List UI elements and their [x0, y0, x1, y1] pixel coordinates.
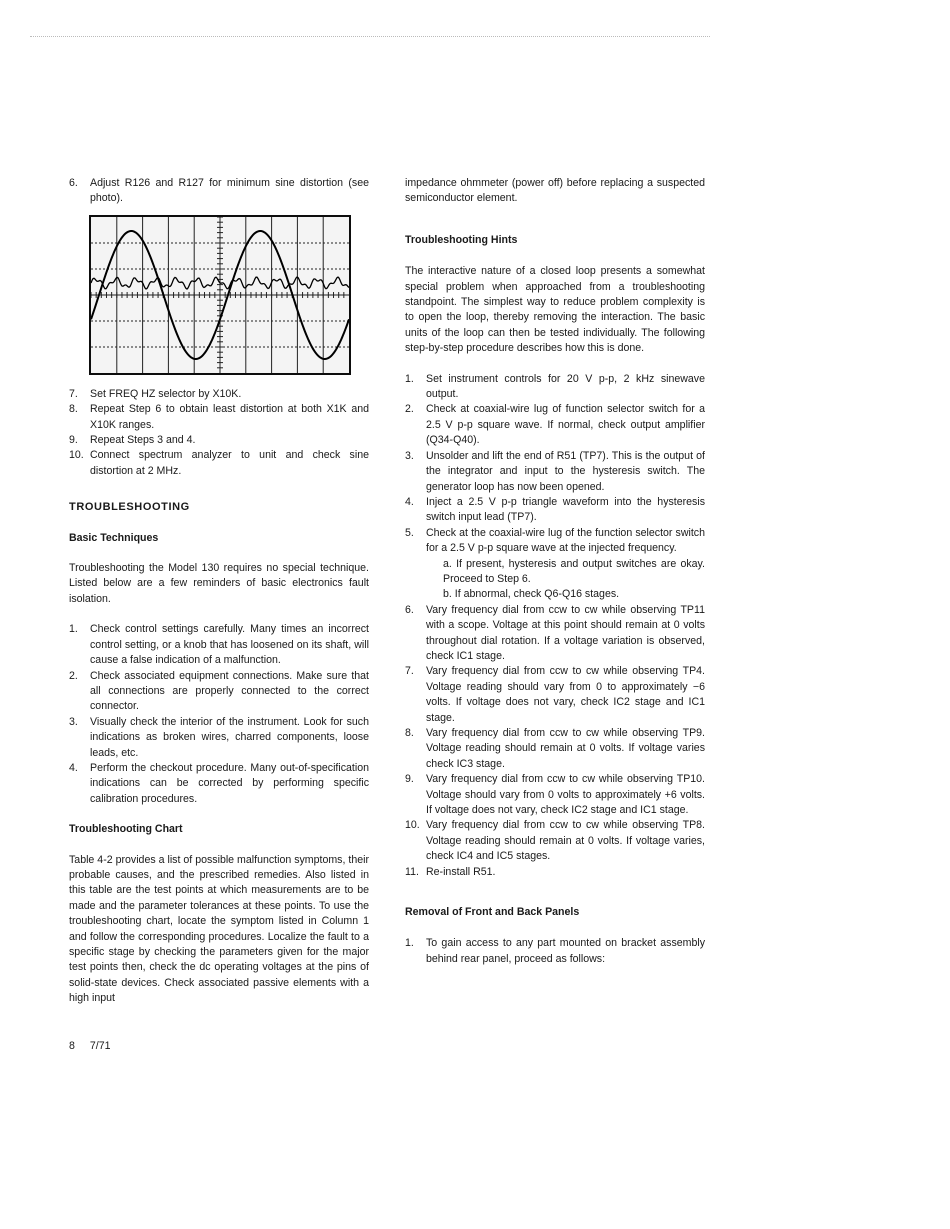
list-item: 6. Vary frequency dial from ccw to cw while observing TP11 with a scope. Voltage at this point should remain at 0 volts throughout dial rotation. If a voltage variation is observed, check IC1 stage.: [405, 603, 705, 662]
step5-sublist: [426, 557, 705, 603]
list-item: 8. Vary frequency dial from ccw to cw while observing TP9. Voltage reading should remain at 0 volts. If voltage varies check IC3 stage.: [405, 727, 705, 770]
list-item: 8. Repeat Step 6 to obtain least distortion at both X1K and X10K ranges.: [69, 403, 369, 431]
scan-artifact: [30, 36, 710, 39]
right-column: [405, 176, 705, 967]
list-item: 9. Vary frequency dial from ccw to cw while observing TP10. Voltage should vary from 0 volts to approximately +6 volts. If voltage does not vary, check IC2 stage and IC1 stage.: [405, 773, 705, 817]
left-column: [69, 176, 369, 1007]
list-item: 11. Re-install R51.: [405, 865, 496, 878]
troubleshooting-chart-text: Table 4-2 provides a list of possible malfunction symptoms, their probable causes, and the prescribed remedies. Also listed in this table are the test points at which measurements are to be made and the parameter tolerances at these points. To use the troubleshooting chart, locate the symptom listed in Column 1 and follow the corresponding procedures. Localize the fault to a specific stage by checking the parameters given for the major test points then, check the dc operating voltages at the pins of solid-state devices. Check associated passive elements with a high input: [69, 853, 369, 1005]
list-item: 9. Repeat Steps 3 and 4.: [69, 434, 196, 447]
troubleshooting-chart-heading: Troubleshooting Chart: [69, 823, 183, 836]
list-item: 1. Check control settings carefully. Many times an incorrect control setting, or a knob that has loosened on its shaft, will cause a false indication of a malfunction.: [69, 623, 369, 667]
panels-removal-list: [405, 936, 705, 967]
revision-date: 7/71: [89, 1040, 111, 1052]
basic-techniques-heading: Basic Techniques: [69, 531, 159, 544]
troubleshooting-hints-heading: Troubleshooting Hints: [405, 233, 518, 246]
page-footer: [69, 1040, 122, 1052]
continuation-text: impedance ohmmeter (power off) before replacing a suspected semiconductor element.: [405, 177, 705, 205]
list-item: 7. Vary frequency dial from ccw to cw while observing TP4. Voltage reading should vary from 0 to approximately −6 volts. If voltage does not vary, check IC2 stage and IC1 stage.: [405, 665, 705, 724]
list-item: 4. Inject a 2.5 V p-p triangle waveform into the hysteresis switch input lead (TP7).: [405, 495, 705, 524]
page-number: 8: [69, 1040, 75, 1052]
list-item: 4. Perform the checkout procedure. Many out-of-specification indications can be corrected by performing specific calibration procedures.: [69, 761, 369, 805]
list-item: 3. Visually check the interior of the instrument. Look for such indications as broken wires, charred components, loose leads, etc.: [69, 715, 369, 759]
list-item: 2. Check at coaxial-wire lug of function selector switch for a 2.5 V p-p square wave. If normal, check output amplifier (Q34-Q40).: [405, 403, 705, 447]
basic-techniques-list: [69, 622, 369, 807]
step-list-calibration-start: [69, 176, 369, 207]
list-item: 6. Adjust R126 and R127 for minimum sine distortion (see photo).: [69, 177, 369, 205]
troubleshooting-hints-text: The interactive nature of a closed loop presents a somewhat special problem when approached from a troubleshooting standpoint. The simplest way to reduce problem complexity is to open the loop, thereby removing the interaction. The basic units of the loop can then be tested individually. The following step-by-step procedure describes how this is done.: [405, 265, 705, 355]
step-list-calibration: [69, 387, 369, 479]
troubleshooting-heading: TROUBLESHOOTING: [69, 501, 190, 514]
basic-techniques-text: Troubleshooting the Model 130 requires no special technique. Listed below are a few reminders of basic electronics fault isolation.: [69, 562, 369, 605]
list-item: 7. Set FREQ HZ selector by X10K.: [69, 387, 242, 400]
list-item: 1. Set instrument controls for 20 V p-p, 2 kHz sinewave output.: [405, 372, 705, 401]
sublist-item: a. If present, hysteresis and output switches are okay. Proceed to Step 6.: [443, 557, 705, 585]
panels-removal-heading: Removal of Front and Back Panels: [405, 906, 580, 919]
list-item: 1. To gain access to any part mounted on bracket assembly behind rear panel, proceed as follows:: [405, 937, 705, 965]
list-item: 10. Vary frequency dial from ccw to cw while observing TP8. Voltage reading should remain at 0 volts. If voltage varies, check IC4 and IC5 stages.: [405, 819, 705, 863]
list-item: 5. Check at the coaxial-wire lug of the function selector switch for a 2.5 V p-p square wave at the injected frequency. a. If present, hysteresis and output switches are okay. Proceed to Step 6. b. If abnormal, check Q6-Q16 stages.: [405, 526, 705, 603]
sublist-item: b. If abnormal, check Q6-Q16 stages.: [443, 588, 620, 601]
list-item: 10. Connect spectrum analyzer to unit and check sine distortion at 2 MHz.: [69, 449, 369, 477]
oscilloscope-trace: [91, 217, 349, 373]
list-item: 2. Check associated equipment connections. Make sure that all connections are properly connected to the correct connector.: [69, 669, 369, 713]
oscilloscope-photo: [89, 215, 351, 375]
troubleshooting-hints-list: [405, 372, 705, 880]
list-item: 3. Unsolder and lift the end of R51 (TP7). This is the output of the integrator and input to the hysteresis switch. The generator loop has now been opened.: [405, 449, 705, 493]
